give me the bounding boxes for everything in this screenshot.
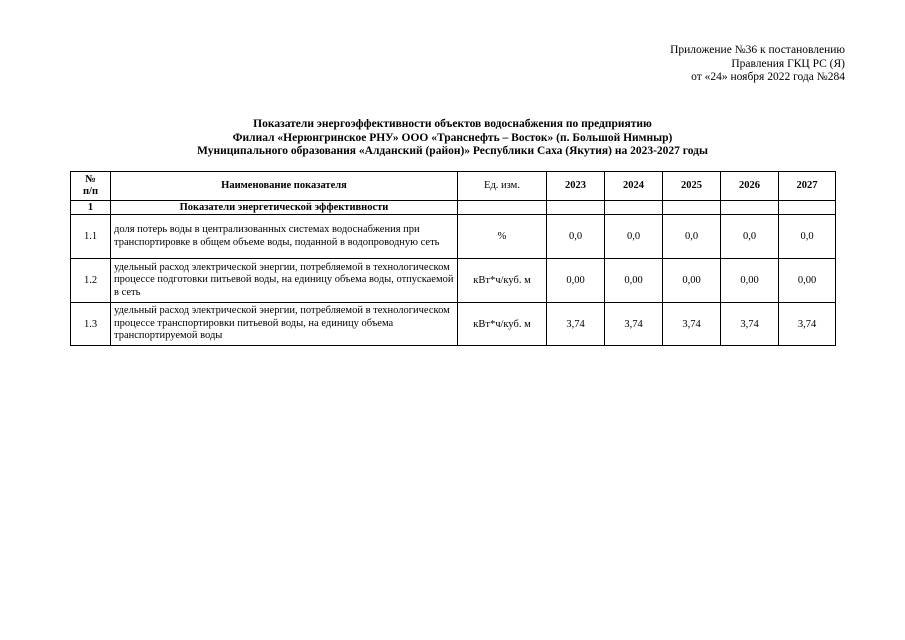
header-num [71, 172, 111, 201]
appendix-line-3: от «24» ноября 2022 года №284 [691, 71, 845, 83]
row-num: 1.1 [71, 215, 111, 259]
row-value: 0,0 [547, 215, 605, 259]
table-header-row [71, 172, 836, 201]
row-value: 3,74 [547, 303, 605, 346]
title-line-1: Показатели энергоэффективности объектов водоснабжения по предприятию [253, 118, 652, 130]
appendix-line-2: Правления ГКЦ РС (Я) [731, 57, 845, 70]
document-title [0, 118, 905, 159]
header-year: 2025 [663, 172, 721, 201]
row-value: 0,00 [605, 259, 663, 303]
appendix-header [670, 44, 845, 85]
row-value: 0,0 [605, 215, 663, 259]
header-num-label: п/п [82, 186, 99, 197]
row-value: 3,74 [663, 303, 721, 346]
empty-cell [721, 201, 779, 215]
row-unit: кВт*ч/куб. м [458, 259, 547, 303]
title-line-3: Муниципального образования «Алданский (район)» Республики Саха (Якутия) на 2023-2027 годы [197, 145, 708, 157]
header-year: 2023 [547, 172, 605, 201]
table-row [71, 303, 836, 346]
row-value: 0,00 [663, 259, 721, 303]
empty-cell [663, 201, 721, 215]
empty-cell [547, 201, 605, 215]
row-description: доля потерь воды в централизованных системах водоснабжения при транспортировке в общем объеме воды, поданной в водопроводную сеть [111, 215, 458, 259]
row-value: 0,00 [721, 259, 779, 303]
header-num-symbol: № [85, 174, 96, 185]
row-num: 1.3 [71, 303, 111, 346]
title-line-2: Филиал «Нерюнгринское РНУ» ООО «Транснефть – Восток» (п. Большой Нимныр) [232, 131, 673, 144]
row-value: 3,74 [721, 303, 779, 346]
row-value: 0,0 [663, 215, 721, 259]
empty-cell [779, 201, 836, 215]
row-value: 0,0 [779, 215, 836, 259]
row-description: удельный расход электрической энергии, потребляемой в технологическом процессе транспортировки питьевой воды, на единицу объема транспортируемой воды [111, 303, 458, 346]
header-name: Наименование показателя [111, 172, 458, 201]
section-row [71, 201, 836, 215]
row-value: 0,0 [721, 215, 779, 259]
row-num: 1.2 [71, 259, 111, 303]
row-value: 3,74 [779, 303, 836, 346]
row-unit: % [458, 215, 547, 259]
table-row [71, 259, 836, 303]
header-year: 2027 [779, 172, 836, 201]
row-value: 0,00 [779, 259, 836, 303]
appendix-line-1: Приложение №36 к постановлению [670, 44, 845, 56]
table-row [71, 215, 836, 259]
row-value: 3,74 [605, 303, 663, 346]
indicators-table [70, 171, 836, 346]
header-year: 2024 [605, 172, 663, 201]
section-num: 1 [71, 201, 111, 215]
empty-cell [458, 201, 547, 215]
row-value: 0,00 [547, 259, 605, 303]
row-description: удельный расход электрической энергии, потребляемой в технологическом процессе подготовки питьевой воды, на единицу объема воды, отпускаемой в сеть [111, 259, 458, 303]
section-title: Показатели энергетической эффективности [111, 201, 458, 215]
empty-cell [605, 201, 663, 215]
row-unit: кВт*ч/куб. м [458, 303, 547, 346]
header-year: 2026 [721, 172, 779, 201]
header-unit: Ед. изм. [458, 172, 547, 201]
